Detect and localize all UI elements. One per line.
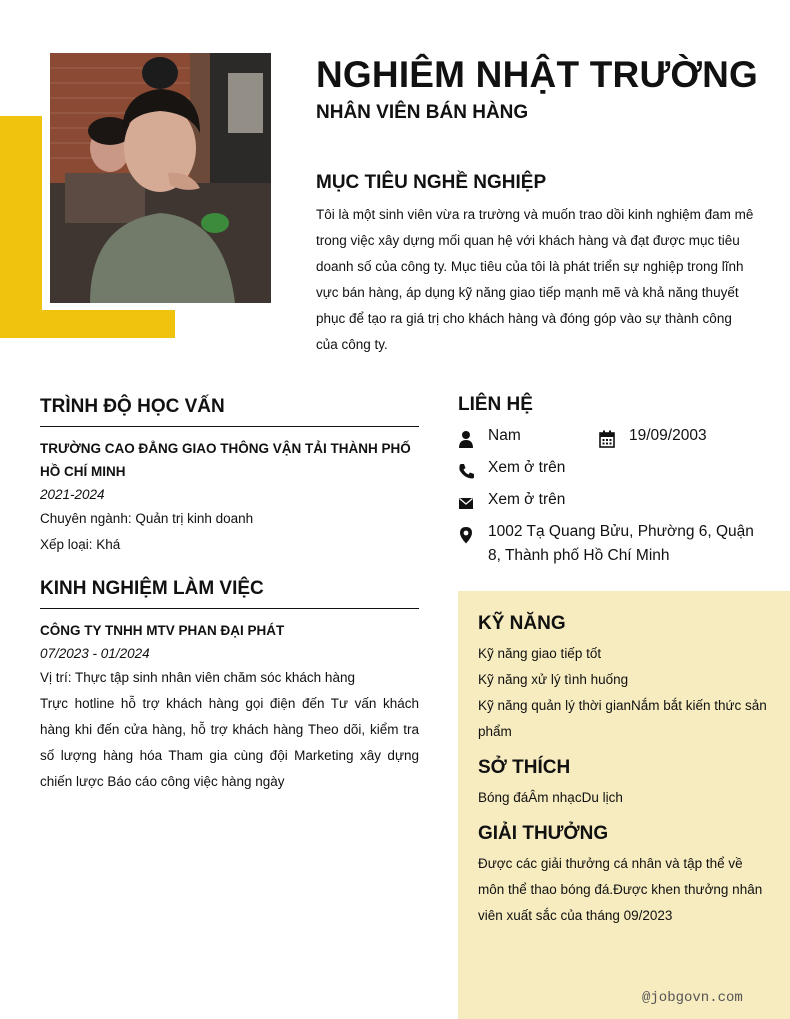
hobbies-text: Bóng đáÂm nhạcDu lịch [478,790,623,805]
education-heading: TRÌNH ĐỘ HỌC VẤN [40,396,419,427]
skills-heading: KỸ NĂNG [478,613,566,634]
awards-text: Được các giải thưởng cá nhân và tập thể về môn thể thao bóng đá.Được khen thưởng nhân viên xuất sắc của tháng 09/2023 [478,856,763,923]
contact-email: Xem ở trên [488,491,566,508]
accent-block-vertical [0,116,42,338]
awards-section [478,823,768,929]
contact-heading: LIÊN HỆ [458,394,533,415]
education-period: 2021-2024 [40,487,105,502]
school-name: TRƯỜNG CAO ĐẲNG GIAO THÔNG VẬN TẢI THÀNH PHỐ HỒ CHÍ MINH [40,441,411,479]
profile-photo-illustration [50,53,271,303]
education-major: Chuyên ngành: Quản trị kinh doanh [40,511,254,526]
contact-address: 1002 Tạ Quang Bửu, Phường 6, Quận 8, Thành phố Hồ Chí Minh [488,523,754,564]
phone-icon [458,462,474,480]
contact-row-phone [458,456,758,488]
contact-row-email [458,488,758,520]
skill-item: Kỹ năng xử lý tình huống [478,672,629,687]
contact-row-address [458,520,758,576]
hobbies-section [478,757,768,811]
location-pin-icon [458,526,474,544]
skill-item: Kỹ năng quản lý thời gianNắm bắt kiến thức sản phẩm [478,698,767,739]
mail-icon [458,494,474,512]
profile-photo [50,53,271,303]
skill-item: Kỹ năng giao tiếp tốt [478,646,602,661]
contact-phone: Xem ở trên [488,459,566,476]
education-section [40,396,419,558]
experience-description: Trực hotline hỗ trợ khách hàng gọi điện đến Tư vấn khách hàng khi đến cửa hàng, hỗ trợ khách hàng Theo dõi, kiểm tra số lượng hàng hóa Tham gia cùng đội Marketing xây dựng chiến lược Báo cáo công việc hàng ngày [40,696,419,789]
awards-heading: GIẢI THƯỞNG [478,823,609,844]
person-icon [458,430,474,448]
experience-section [40,578,419,795]
calendar-icon [599,430,615,448]
experience-position: Vị trí: Thực tập sinh nhân viên chăm sóc khách hàng [40,670,355,685]
job-title: NHÂN VIÊN BÁN HÀNG [316,102,529,123]
side-panel [458,591,790,1019]
accent-block-horizontal [0,310,175,338]
education-grade: Xếp loại: Khá [40,537,121,552]
objective-heading: MỤC TIÊU NGHỀ NGHIỆP [316,172,547,193]
skills-section [478,613,768,745]
contact-dob: 19/09/2003 [629,427,707,444]
hobbies-heading: SỞ THÍCH [478,757,571,778]
candidate-name: NGHIÊM NHẬT TRƯỜNG [316,54,758,95]
contact-row-gender-dob [458,424,758,456]
experience-heading: KINH NGHIỆM LÀM VIỆC [40,578,419,609]
experience-period: 07/2023 - 01/2024 [40,646,150,661]
contact-section [458,394,758,576]
watermark: @jobgovn.com [642,990,743,1006]
contact-gender: Nam [488,427,521,444]
objective-text: Tôi là một sinh viên vừa ra trường và muốn trao dồi kinh nghiệm đam mê trong việc xây dựng mối quan hệ với khách hàng và đạt được mục tiêu doanh số của công ty. Mục tiêu của tôi là phát triển sự nghiệp trong lĩnh vực bán hàng, áp dụng kỹ năng giao tiếp mạnh mẽ và khả năng thuyết phục để tạo ra giá trị cho khách hàng và đóng góp vào sự thành công của công ty. [316,207,754,352]
company-name: CÔNG TY TNHH MTV PHAN ĐẠI PHÁT [40,623,285,638]
